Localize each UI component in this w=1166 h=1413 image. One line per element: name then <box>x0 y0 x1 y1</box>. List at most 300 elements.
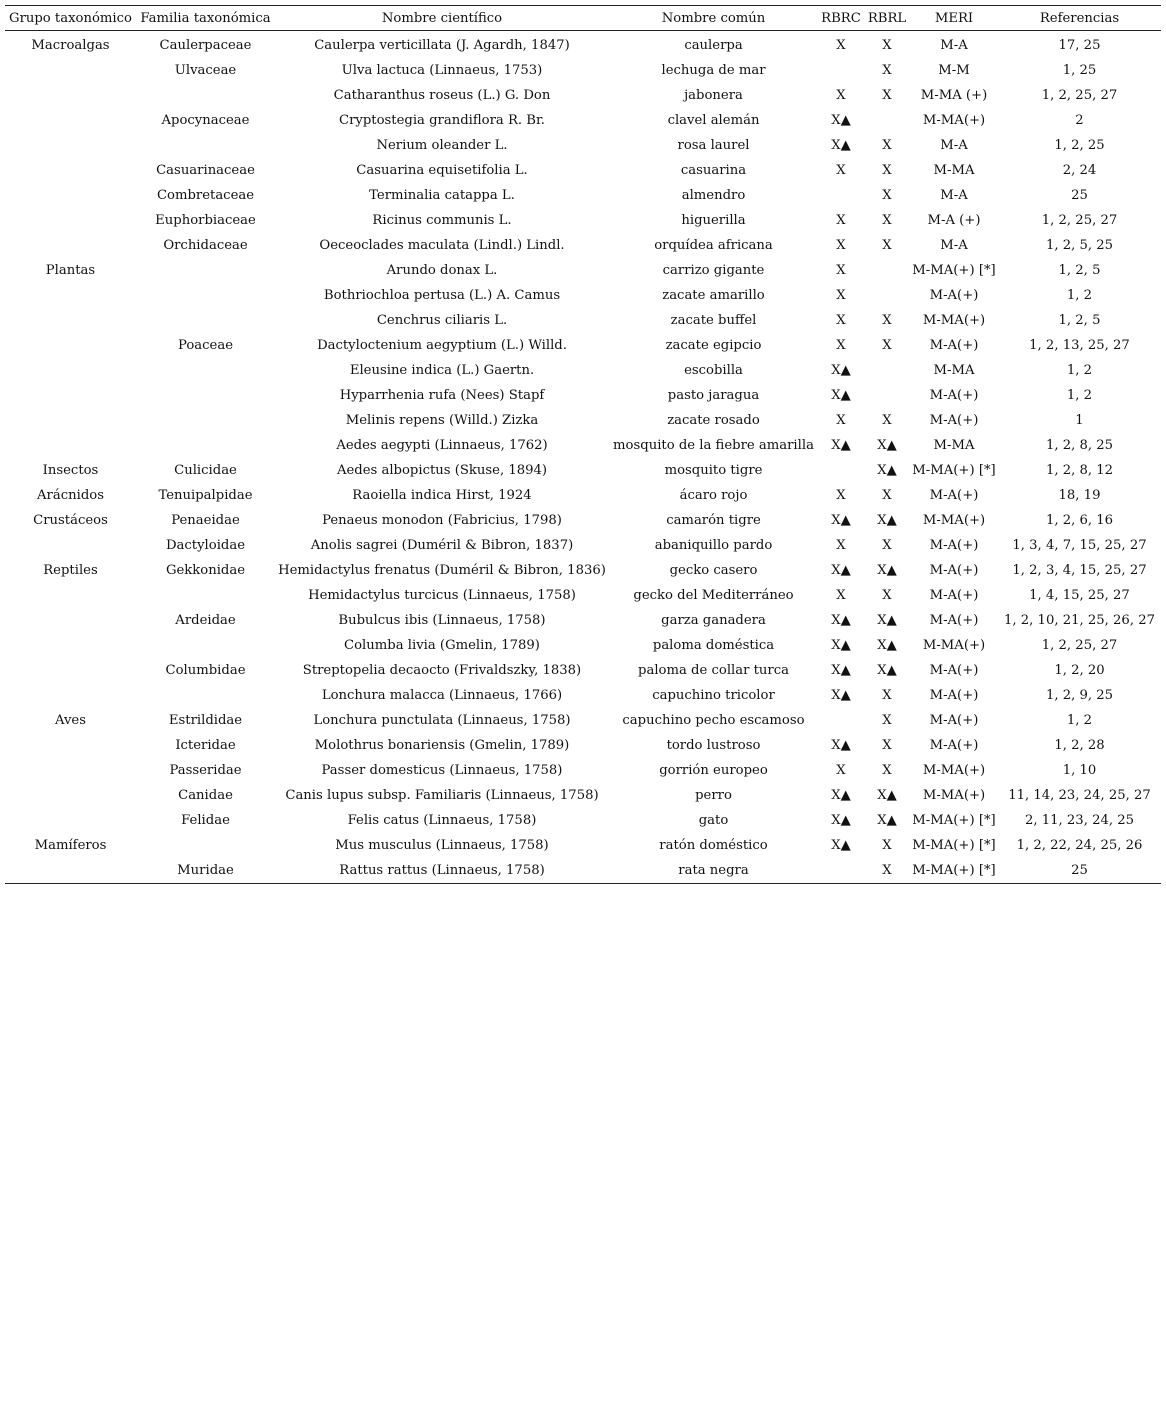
table-row <box>5 183 1161 208</box>
cell-nombre-comun: garza ganadera <box>609 608 818 633</box>
table-row <box>5 633 1161 658</box>
cell-meri: M-MA <box>910 433 998 458</box>
cell-familia: Caulerpaceae <box>136 31 275 58</box>
cell-familia <box>136 133 275 158</box>
cell-familia: Ulvaceae <box>136 58 275 83</box>
invasive-species-table <box>5 5 1161 884</box>
cell-referencias: 1, 3, 4, 7, 15, 25, 27 <box>998 533 1161 558</box>
cell-grupo <box>5 83 136 108</box>
cell-referencias: 1, 2, 3, 4, 15, 25, 27 <box>998 558 1161 583</box>
rule-segment <box>609 883 818 884</box>
cell-rbrl <box>864 108 910 133</box>
cell-nombre-comun: gorrión europeo <box>609 758 818 783</box>
cell-familia <box>136 383 275 408</box>
cell-grupo <box>5 683 136 708</box>
cell-grupo <box>5 533 136 558</box>
cell-nombre-comun: orquídea africana <box>609 233 818 258</box>
cell-referencias: 1, 2, 25 <box>998 133 1161 158</box>
cell-rbrl: X▲ <box>864 558 910 583</box>
cell-nombre-cientifico: Bubulcus ibis (Linnaeus, 1758) <box>275 608 609 633</box>
cell-rbrc: X▲ <box>818 633 864 658</box>
cell-familia <box>136 258 275 283</box>
cell-nombre-comun: tordo lustroso <box>609 733 818 758</box>
cell-familia: Tenuipalpidae <box>136 483 275 508</box>
cell-nombre-comun: rosa laurel <box>609 133 818 158</box>
cell-meri: M-MA <box>910 158 998 183</box>
cell-meri: M-MA(+) [*] <box>910 808 998 833</box>
cell-referencias: 1, 2, 10, 21, 25, 26, 27 <box>998 608 1161 633</box>
table-row <box>5 433 1161 458</box>
table-row <box>5 133 1161 158</box>
cell-nombre-cientifico: Aedes albopictus (Skuse, 1894) <box>275 458 609 483</box>
cell-familia: Icteridae <box>136 733 275 758</box>
cell-rbrl: X <box>864 683 910 708</box>
cell-rbrl: X▲ <box>864 658 910 683</box>
cell-rbrl: X <box>864 183 910 208</box>
cell-nombre-comun: rata negra <box>609 858 818 883</box>
cell-referencias: 1, 10 <box>998 758 1161 783</box>
table-row <box>5 783 1161 808</box>
cell-grupo: Aves <box>5 708 136 733</box>
cell-grupo <box>5 408 136 433</box>
cell-nombre-cientifico: Canis lupus subsp. Familiaris (Linnaeus, 1758) <box>275 783 609 808</box>
cell-referencias: 1 <box>998 408 1161 433</box>
cell-nombre-cientifico: Raoiella indica Hirst, 1924 <box>275 483 609 508</box>
cell-nombre-cientifico: Catharanthus roseus (L.) G. Don <box>275 83 609 108</box>
table-row <box>5 808 1161 833</box>
cell-familia <box>136 683 275 708</box>
cell-meri: M-MA(+) <box>910 308 998 333</box>
header-meri: MERI <box>910 5 998 31</box>
cell-rbrc: X▲ <box>818 558 864 583</box>
cell-nombre-comun: ácaro rojo <box>609 483 818 508</box>
cell-meri: M-A(+) <box>910 483 998 508</box>
cell-meri: M-MA <box>910 358 998 383</box>
table-row <box>5 508 1161 533</box>
cell-nombre-comun: paloma doméstica <box>609 633 818 658</box>
cell-referencias: 1, 2, 25, 27 <box>998 633 1161 658</box>
cell-familia: Orchidaceae <box>136 233 275 258</box>
cell-referencias: 1, 2, 9, 25 <box>998 683 1161 708</box>
cell-referencias: 1, 2 <box>998 283 1161 308</box>
cell-nombre-cientifico: Dactyloctenium aegyptium (L.) Willd. <box>275 333 609 358</box>
header-row <box>5 5 1161 31</box>
cell-referencias: 1, 2, 25, 27 <box>998 208 1161 233</box>
cell-nombre-comun: gecko casero <box>609 558 818 583</box>
table-row <box>5 58 1161 83</box>
cell-grupo <box>5 583 136 608</box>
cell-rbrl: X▲ <box>864 633 910 658</box>
cell-grupo: Macroalgas <box>5 31 136 58</box>
cell-nombre-comun: clavel alemán <box>609 108 818 133</box>
table-row <box>5 458 1161 483</box>
cell-nombre-comun: gato <box>609 808 818 833</box>
cell-familia <box>136 358 275 383</box>
cell-nombre-comun: paloma de collar turca <box>609 658 818 683</box>
cell-nombre-cientifico: Hyparrhenia rufa (Nees) Stapf <box>275 383 609 408</box>
cell-grupo <box>5 808 136 833</box>
cell-nombre-cientifico: Penaeus monodon (Fabricius, 1798) <box>275 508 609 533</box>
cell-nombre-comun: lechuga de mar <box>609 58 818 83</box>
header-grupo: Grupo taxonómico <box>5 5 136 31</box>
cell-rbrc <box>818 858 864 883</box>
cell-nombre-cientifico: Hemidactylus turcicus (Linnaeus, 1758) <box>275 583 609 608</box>
cell-rbrl: X <box>864 533 910 558</box>
cell-rbrc: X▲ <box>818 508 864 533</box>
cell-rbrl: X <box>864 31 910 58</box>
table-bottom-rule <box>5 883 1161 884</box>
cell-rbrl: X <box>864 858 910 883</box>
cell-nombre-cientifico: Arundo donax L. <box>275 258 609 283</box>
cell-rbrl: X <box>864 833 910 858</box>
cell-meri: M-M <box>910 58 998 83</box>
cell-meri: M-MA(+) [*] <box>910 833 998 858</box>
cell-rbrl: X <box>864 408 910 433</box>
cell-nombre-comun: capuchino tricolor <box>609 683 818 708</box>
cell-rbrc: X <box>818 83 864 108</box>
cell-familia: Canidae <box>136 783 275 808</box>
table-row <box>5 658 1161 683</box>
cell-familia <box>136 633 275 658</box>
cell-meri: M-A(+) <box>910 733 998 758</box>
cell-referencias: 1, 2, 8, 25 <box>998 433 1161 458</box>
cell-rbrl <box>864 283 910 308</box>
cell-nombre-cientifico: Rattus rattus (Linnaeus, 1758) <box>275 858 609 883</box>
cell-nombre-comun: zacate rosado <box>609 408 818 433</box>
cell-referencias: 2, 24 <box>998 158 1161 183</box>
cell-referencias: 11, 14, 23, 24, 25, 27 <box>998 783 1161 808</box>
table-row <box>5 833 1161 858</box>
cell-referencias: 25 <box>998 858 1161 883</box>
cell-meri: M-MA(+) [*] <box>910 858 998 883</box>
cell-familia: Estrildidae <box>136 708 275 733</box>
cell-nombre-comun: zacate egipcio <box>609 333 818 358</box>
cell-rbrl: X <box>864 308 910 333</box>
rule-segment <box>998 883 1161 884</box>
cell-nombre-comun: gecko del Mediterráneo <box>609 583 818 608</box>
header-familia: Familia taxonómica <box>136 5 275 31</box>
table-row <box>5 608 1161 633</box>
cell-referencias: 1, 2, 5 <box>998 258 1161 283</box>
cell-rbrc: X▲ <box>818 383 864 408</box>
table-row <box>5 708 1161 733</box>
cell-nombre-cientifico: Melinis repens (Willd.) Zizka <box>275 408 609 433</box>
cell-meri: M-A(+) <box>910 333 998 358</box>
cell-rbrc: X▲ <box>818 733 864 758</box>
cell-rbrc: X <box>818 208 864 233</box>
cell-nombre-comun: capuchino pecho escamoso <box>609 708 818 733</box>
cell-grupo <box>5 58 136 83</box>
cell-referencias: 1, 2, 25, 27 <box>998 83 1161 108</box>
cell-nombre-comun: caulerpa <box>609 31 818 58</box>
cell-referencias: 1, 2, 13, 25, 27 <box>998 333 1161 358</box>
table-body <box>5 31 1161 884</box>
cell-meri: M-A(+) <box>910 608 998 633</box>
cell-grupo <box>5 758 136 783</box>
rule-segment <box>864 883 910 884</box>
cell-familia: Culicidae <box>136 458 275 483</box>
cell-rbrl: X <box>864 158 910 183</box>
cell-rbrl: X <box>864 58 910 83</box>
cell-nombre-cientifico: Casuarina equisetifolia L. <box>275 158 609 183</box>
cell-rbrc <box>818 58 864 83</box>
cell-meri: M-A(+) <box>910 558 998 583</box>
cell-nombre-comun: pasto jaragua <box>609 383 818 408</box>
cell-grupo <box>5 133 136 158</box>
rule-segment <box>5 883 136 884</box>
cell-familia <box>136 433 275 458</box>
cell-grupo: Reptiles <box>5 558 136 583</box>
table-row <box>5 358 1161 383</box>
cell-grupo <box>5 858 136 883</box>
cell-referencias: 1, 2, 8, 12 <box>998 458 1161 483</box>
cell-nombre-cientifico: Lonchura malacca (Linnaeus, 1766) <box>275 683 609 708</box>
cell-nombre-comun: perro <box>609 783 818 808</box>
cell-grupo <box>5 183 136 208</box>
cell-rbrc <box>818 458 864 483</box>
header-rbrc: RBRC <box>818 5 864 31</box>
cell-meri: M-MA(+) [*] <box>910 258 998 283</box>
header-nombre-cientifico: Nombre científico <box>275 5 609 31</box>
cell-grupo <box>5 608 136 633</box>
cell-familia: Dactyloidae <box>136 533 275 558</box>
cell-nombre-cientifico: Anolis sagrei (Duméril & Bibron, 1837) <box>275 533 609 558</box>
cell-grupo <box>5 658 136 683</box>
cell-rbrl <box>864 258 910 283</box>
table-header <box>5 5 1161 31</box>
cell-rbrc: X▲ <box>818 358 864 383</box>
table-row <box>5 583 1161 608</box>
cell-grupo: Mamíferos <box>5 833 136 858</box>
cell-rbrl: X <box>864 133 910 158</box>
cell-nombre-comun: ratón doméstico <box>609 833 818 858</box>
table-row <box>5 758 1161 783</box>
cell-meri: M-A <box>910 133 998 158</box>
cell-familia: Columbidae <box>136 658 275 683</box>
cell-rbrc: X <box>818 31 864 58</box>
cell-meri: M-A(+) <box>910 683 998 708</box>
cell-nombre-cientifico: Columba livia (Gmelin, 1789) <box>275 633 609 658</box>
cell-nombre-cientifico: Ricinus communis L. <box>275 208 609 233</box>
cell-meri: M-A(+) <box>910 408 998 433</box>
cell-nombre-cientifico: Bothriochloa pertusa (L.) A. Camus <box>275 283 609 308</box>
cell-rbrl <box>864 383 910 408</box>
cell-grupo: Arácnidos <box>5 483 136 508</box>
table-row <box>5 308 1161 333</box>
cell-grupo <box>5 733 136 758</box>
cell-rbrc: X▲ <box>818 658 864 683</box>
cell-rbrc: X▲ <box>818 608 864 633</box>
table-row <box>5 108 1161 133</box>
cell-rbrl <box>864 358 910 383</box>
cell-familia: Passeridae <box>136 758 275 783</box>
cell-grupo: Crustáceos <box>5 508 136 533</box>
cell-familia <box>136 408 275 433</box>
cell-meri: M-A(+) <box>910 583 998 608</box>
cell-meri: M-MA(+) <box>910 108 998 133</box>
cell-rbrc: X <box>818 483 864 508</box>
cell-grupo: Plantas <box>5 258 136 283</box>
cell-grupo <box>5 633 136 658</box>
cell-referencias: 2 <box>998 108 1161 133</box>
cell-familia: Ardeidae <box>136 608 275 633</box>
cell-rbrl: X▲ <box>864 783 910 808</box>
table-row <box>5 383 1161 408</box>
cell-nombre-cientifico: Terminalia catappa L. <box>275 183 609 208</box>
cell-meri: M-A <box>910 31 998 58</box>
cell-rbrc: X <box>818 408 864 433</box>
cell-nombre-cientifico: Cryptostegia grandiflora R. Br. <box>275 108 609 133</box>
table-row <box>5 558 1161 583</box>
cell-rbrl: X▲ <box>864 458 910 483</box>
cell-grupo <box>5 283 136 308</box>
header-referencias: Referencias <box>998 5 1161 31</box>
cell-nombre-cientifico: Eleusine indica (L.) Gaertn. <box>275 358 609 383</box>
cell-nombre-cientifico: Nerium oleander L. <box>275 133 609 158</box>
cell-rbrl: X <box>864 233 910 258</box>
rule-segment <box>275 883 609 884</box>
cell-rbrc: X <box>818 233 864 258</box>
cell-nombre-comun: abaniquillo pardo <box>609 533 818 558</box>
table-row <box>5 483 1161 508</box>
cell-familia: Apocynaceae <box>136 108 275 133</box>
cell-nombre-cientifico: Hemidactylus frenatus (Duméril & Bibron, 1836) <box>275 558 609 583</box>
cell-rbrl: X▲ <box>864 508 910 533</box>
cell-meri: M-A <box>910 233 998 258</box>
cell-meri: M-A <box>910 183 998 208</box>
table-row <box>5 31 1161 58</box>
cell-nombre-cientifico: Passer domesticus (Linnaeus, 1758) <box>275 758 609 783</box>
cell-grupo <box>5 383 136 408</box>
cell-rbrl: X <box>864 583 910 608</box>
cell-rbrc: X <box>818 533 864 558</box>
rule-segment <box>818 883 864 884</box>
cell-rbrc: X <box>818 258 864 283</box>
cell-rbrl: X <box>864 708 910 733</box>
cell-rbrc: X <box>818 758 864 783</box>
cell-referencias: 1, 25 <box>998 58 1161 83</box>
cell-rbrc: X <box>818 283 864 308</box>
cell-rbrc: X▲ <box>818 683 864 708</box>
cell-meri: M-MA(+) <box>910 758 998 783</box>
cell-nombre-cientifico: Lonchura punctulata (Linnaeus, 1758) <box>275 708 609 733</box>
cell-grupo <box>5 208 136 233</box>
cell-meri: M-MA(+) [*] <box>910 458 998 483</box>
cell-referencias: 2, 11, 23, 24, 25 <box>998 808 1161 833</box>
cell-nombre-comun: casuarina <box>609 158 818 183</box>
cell-familia <box>136 583 275 608</box>
cell-familia: Poaceae <box>136 333 275 358</box>
cell-nombre-cientifico: Caulerpa verticillata (J. Agardh, 1847) <box>275 31 609 58</box>
cell-nombre-comun: camarón tigre <box>609 508 818 533</box>
cell-meri: M-MA(+) <box>910 783 998 808</box>
cell-rbrc: X <box>818 158 864 183</box>
cell-rbrl: X <box>864 83 910 108</box>
table-row <box>5 333 1161 358</box>
cell-referencias: 18, 19 <box>998 483 1161 508</box>
cell-grupo <box>5 158 136 183</box>
cell-nombre-cientifico: Mus musculus (Linnaeus, 1758) <box>275 833 609 858</box>
cell-rbrl: X <box>864 733 910 758</box>
cell-familia: Muridae <box>136 858 275 883</box>
species-table-container <box>5 5 1161 884</box>
table-row <box>5 283 1161 308</box>
cell-familia: Combretaceae <box>136 183 275 208</box>
cell-familia <box>136 83 275 108</box>
cell-referencias: 1, 2, 5, 25 <box>998 233 1161 258</box>
cell-nombre-cientifico: Aedes aegypti (Linnaeus, 1762) <box>275 433 609 458</box>
cell-grupo <box>5 108 136 133</box>
cell-familia: Casuarinaceae <box>136 158 275 183</box>
cell-rbrl: X▲ <box>864 808 910 833</box>
cell-nombre-cientifico: Felis catus (Linnaeus, 1758) <box>275 808 609 833</box>
cell-referencias: 1, 2, 22, 24, 25, 26 <box>998 833 1161 858</box>
cell-rbrc: X▲ <box>818 133 864 158</box>
header-rbrl: RBRL <box>864 5 910 31</box>
cell-grupo <box>5 433 136 458</box>
cell-rbrc <box>818 708 864 733</box>
cell-rbrc: X▲ <box>818 808 864 833</box>
cell-rbrl: X <box>864 483 910 508</box>
cell-referencias: 1, 2, 5 <box>998 308 1161 333</box>
cell-rbrc: X▲ <box>818 833 864 858</box>
cell-nombre-comun: mosquito tigre <box>609 458 818 483</box>
cell-familia: Gekkonidae <box>136 558 275 583</box>
cell-referencias: 1, 2 <box>998 358 1161 383</box>
table-row <box>5 233 1161 258</box>
cell-referencias: 17, 25 <box>998 31 1161 58</box>
cell-rbrc: X▲ <box>818 783 864 808</box>
cell-nombre-comun: escobilla <box>609 358 818 383</box>
cell-grupo <box>5 783 136 808</box>
cell-nombre-comun: higuerilla <box>609 208 818 233</box>
cell-rbrl: X▲ <box>864 433 910 458</box>
cell-familia <box>136 833 275 858</box>
cell-grupo <box>5 358 136 383</box>
cell-referencias: 1, 2, 6, 16 <box>998 508 1161 533</box>
header-nombre-comun: Nombre común <box>609 5 818 31</box>
cell-nombre-comun: carrizo gigante <box>609 258 818 283</box>
cell-familia: Felidae <box>136 808 275 833</box>
cell-referencias: 1, 2, 28 <box>998 733 1161 758</box>
cell-nombre-comun: almendro <box>609 183 818 208</box>
cell-meri: M-A (+) <box>910 208 998 233</box>
cell-grupo <box>5 233 136 258</box>
cell-nombre-cientifico: Ulva lactuca (Linnaeus, 1753) <box>275 58 609 83</box>
cell-rbrl: X <box>864 333 910 358</box>
cell-nombre-comun: zacate buffel <box>609 308 818 333</box>
cell-meri: M-A(+) <box>910 383 998 408</box>
cell-referencias: 1, 2, 20 <box>998 658 1161 683</box>
cell-nombre-cientifico: Cenchrus ciliaris L. <box>275 308 609 333</box>
rule-segment <box>136 883 275 884</box>
cell-nombre-comun: jabonera <box>609 83 818 108</box>
table-row <box>5 83 1161 108</box>
cell-meri: M-MA(+) <box>910 633 998 658</box>
cell-referencias: 1, 4, 15, 25, 27 <box>998 583 1161 608</box>
table-row <box>5 533 1161 558</box>
cell-referencias: 1, 2 <box>998 383 1161 408</box>
cell-grupo <box>5 333 136 358</box>
cell-nombre-comun: zacate amarillo <box>609 283 818 308</box>
table-row <box>5 208 1161 233</box>
cell-familia <box>136 283 275 308</box>
cell-rbrc: X <box>818 308 864 333</box>
table-row <box>5 733 1161 758</box>
rule-segment <box>910 883 998 884</box>
cell-meri: M-A(+) <box>910 708 998 733</box>
cell-meri: M-MA(+) <box>910 508 998 533</box>
